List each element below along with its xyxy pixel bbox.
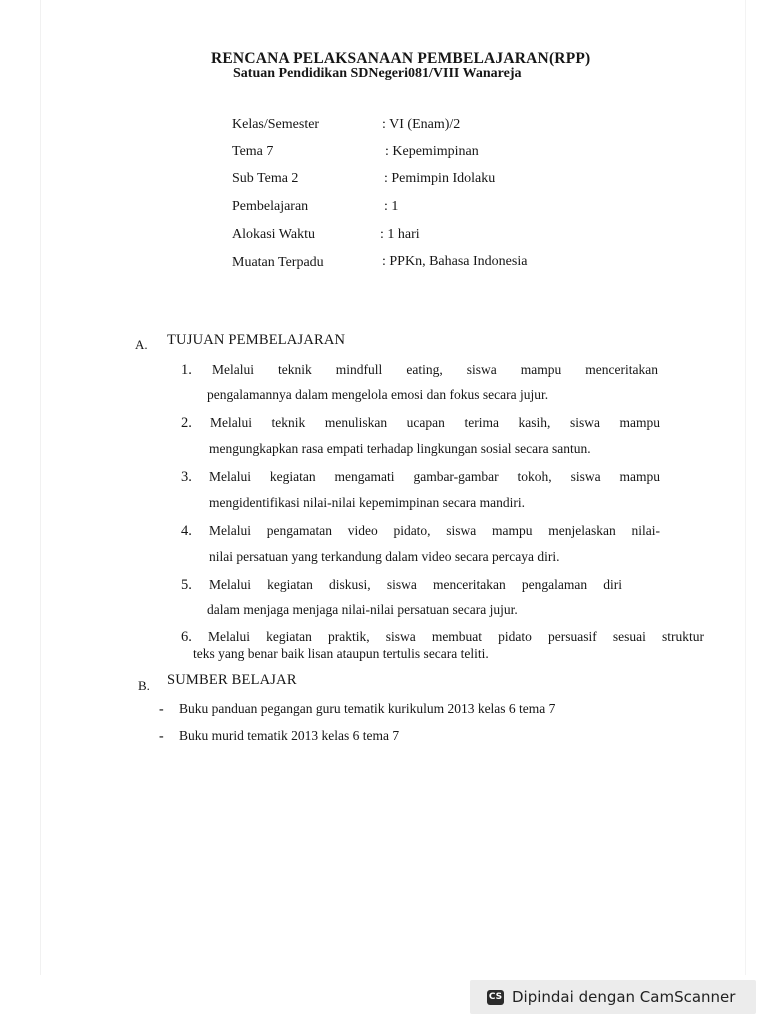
objective-number: 6. [181,629,192,645]
objective-number: 5. [181,577,192,593]
objective-line-2: teks yang benar baik lisan ataupun tertulis secara teliti. [193,646,489,661]
objective-number: 2. [181,415,192,431]
objective-line-2: nilai persatuan yang terkandung dalam video secara percaya diri. [209,549,560,564]
document-subtitle: Satuan Pendidikan SDNegeri081/VIII Wanareja [233,66,522,81]
objective-number: 1. [181,362,192,378]
section-b-title: SUMBER BELAJAR [167,672,297,688]
info-value-kelas: : VI (Enam)/2 [382,117,461,132]
info-value-pembelajaran: : 1 [384,199,399,214]
bullet-dash: - [159,702,164,717]
camscanner-logo-icon: CS [487,990,504,1005]
objective-line-1: Melalui pengamatan video pidato, siswa mampu menjelaskan nilai- [209,523,660,538]
objective-line-2: dalam menjaga menjaga nilai-nilai persatuan secara jujur. [207,602,518,617]
objective-line-2: mengungkapkan rasa empati terhadap lingkungan sosial secara santun. [209,441,591,456]
info-label-pembelajaran: Pembelajaran [232,199,309,214]
camscanner-watermark [470,980,756,1014]
info-label-subtema: Sub Tema 2 [232,171,299,186]
objective-line-1: Melalui kegiatan mengamati gambar-gambar tokoh, siswa mampu [209,469,660,484]
bullet-dash: - [159,729,164,744]
objective-line-1 [212,362,658,378]
info-value-subtema: : Pemimpin Idolaku [384,171,496,186]
document-title: RENCANA PELAKSANAAN PEMBELAJARAN(RPP) [211,50,591,67]
info-value-tema: : Kepemimpinan [385,144,479,159]
section-a-title: TUJUAN PEMBELAJARAN [167,332,346,348]
info-label-kelas: Kelas/Semester [232,117,320,132]
camscanner-text: Dipindai dengan CamScanner [512,988,736,1006]
info-label-alokasi: Alokasi Waktu [232,227,315,242]
objective-line-2: pengalamannya dalam mengelola emosi dan fokus secara jujur. [207,387,549,402]
info-value-alokasi: : 1 hari [380,227,420,242]
section-b-letter: B. [138,678,150,693]
objective-number: 4. [181,523,192,539]
objective-number: 3. [181,469,192,485]
section-a-letter: A. [135,337,148,352]
source-item: Buku murid tematik 2013 kelas 6 tema 7 [179,728,400,743]
info-label-muatan: Muatan Terpadu [232,255,324,270]
info-label-tema: Tema 7 [232,144,274,159]
source-item: Buku panduan pegangan guru tematik kurikulum 2013 kelas 6 tema 7 [179,701,556,716]
info-value-muatan: : PPKn, Bahasa Indonesia [382,254,528,269]
objective-text: Melalui teknik mindfull eating, siswa mampu menceritakan [212,362,658,377]
objective-line-1: Melalui kegiatan diskusi, siswa menceritakan pengalaman diri [209,577,622,592]
objective-line-1: Melalui kegiatan praktik, siswa membuat pidato persuasif sesuai struktur [208,629,704,644]
objective-line-1: Melalui teknik menuliskan ucapan terima kasih, siswa mampu [210,415,660,430]
objective-line-2: mengidentifikasi nilai-nilai kepemimpinan secara mandiri. [209,495,526,510]
